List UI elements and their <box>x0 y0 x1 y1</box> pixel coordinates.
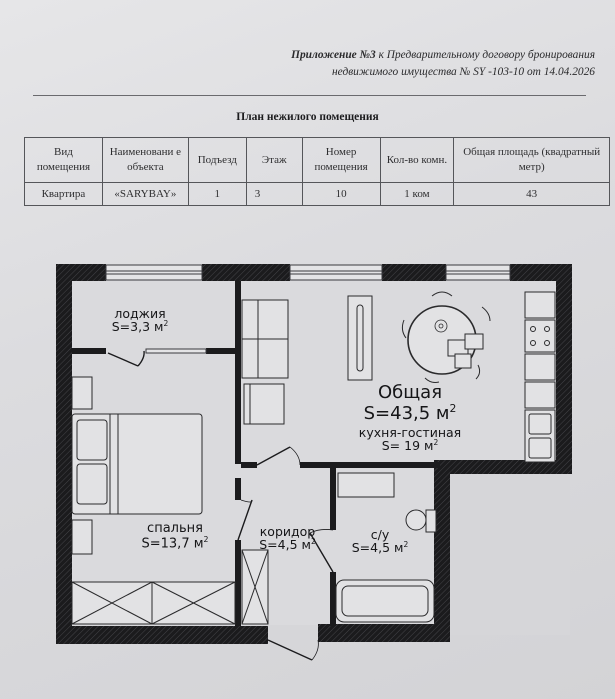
bathroom-sink-icon <box>338 473 394 497</box>
room-area: S=13,7 $м^2$ <box>141 534 209 551</box>
room-label-bedroom <box>130 522 220 551</box>
cell-unit-number: 10 <box>302 183 380 206</box>
stove-icon <box>525 320 555 352</box>
cell-entrance: 1 <box>188 183 246 206</box>
counter-mid <box>525 354 555 380</box>
col-header-rooms: Кол-во комн. <box>380 138 454 183</box>
toilet-icon <box>406 510 426 530</box>
col-header-total-area: Общая площадь (квадратный метр) <box>454 138 610 183</box>
room-name: с/у <box>370 527 390 542</box>
room-area: S= 19 $м^2$ <box>381 438 439 454</box>
room-label-bathroom <box>345 528 415 554</box>
col-header-entrance: Подъезд <box>188 138 246 183</box>
nightstand-bottom <box>72 520 92 554</box>
room-label-loggia <box>100 307 180 333</box>
outside-area <box>440 465 570 635</box>
cell-object-name: «SARYBAY» <box>102 183 188 206</box>
room-name: лоджия <box>114 306 166 321</box>
room-area: S=4,5 $м^2$ <box>259 537 316 553</box>
cell-rooms: 1 ком <box>380 183 454 206</box>
room-area: S=4,5 $м^2$ <box>351 540 409 556</box>
room-name: спальня <box>147 521 203 536</box>
col-header-unit-number: Номер помещения <box>302 138 380 183</box>
appendix-number: Приложение №3 <box>291 49 376 61</box>
room-name: кухня-гостиная <box>358 425 462 440</box>
cell-floor: 3 <box>246 183 302 206</box>
header-line-2: недвижимого имущества № SY -103-10 от 14.04.2026 <box>332 66 595 78</box>
cell-type: Квартира <box>25 183 103 206</box>
col-header-type: Вид помещения <box>25 138 103 183</box>
room-name: Общая <box>377 382 443 403</box>
room-label-kitchen-living <box>345 426 475 452</box>
room-area: S=43,5 $м^2$ <box>363 401 457 424</box>
cell-total-area: 43 <box>454 183 610 206</box>
kitchen-furniture <box>525 292 555 462</box>
room-area: S=3,3 $м^2$ <box>111 319 169 335</box>
col-header-floor: Этаж <box>246 138 302 183</box>
counter-top <box>525 292 555 318</box>
page-title: План нежилого помещения <box>236 111 379 123</box>
nightstand-top <box>72 377 92 409</box>
room-label-total <box>350 384 470 424</box>
room-label-corridor <box>250 525 325 551</box>
header-line-1-rest: к Предварительному договору бронирования <box>378 49 595 61</box>
wardrobe-icon <box>72 582 235 624</box>
col-header-object-name: Наименовани е объекта <box>102 138 188 183</box>
room-name: коридор <box>259 524 316 539</box>
